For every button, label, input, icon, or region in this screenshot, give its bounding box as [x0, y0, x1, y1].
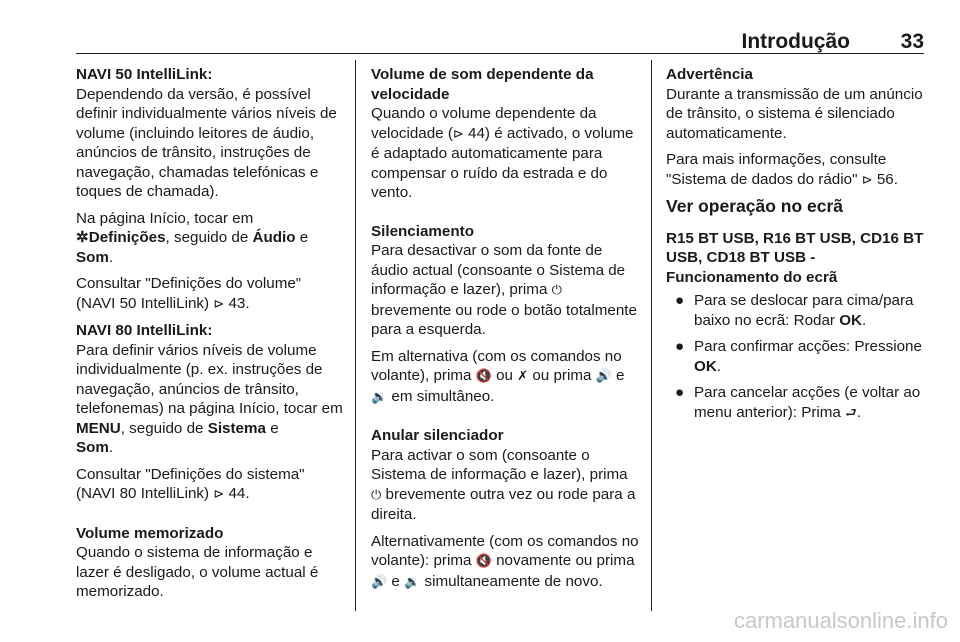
text: Para definir vários níveis de volume individualmente (p. ex. instruções de navegação, anúncios de trânsito, telefonemas) na página Início, tocar em	[76, 341, 343, 417]
operation-list	[666, 291, 932, 423]
text: Para confirmar acções: Pressione	[694, 338, 922, 355]
text: e	[265, 419, 279, 437]
text: Consultar "Definições do sistema" (NAVI 80 IntelliLink)	[76, 465, 305, 502]
memo-text: Quando o sistema de informação e lazer é desligado, o volume actual é memorizado.	[76, 544, 319, 600]
list-item	[666, 383, 932, 423]
text: Para activar o som (consoante o Sistema de informação e lazer), prima	[371, 446, 628, 483]
text: Na página Início, tocar em	[76, 209, 254, 227]
page-title: Introdução	[741, 30, 850, 53]
speed-volume-text	[371, 104, 641, 203]
text: novamente ou prima	[491, 552, 635, 569]
text: .	[108, 439, 114, 456]
mute-text	[371, 241, 641, 340]
text: brevemente ou rode o botão totalmente para a esquerda.	[371, 301, 637, 338]
section-title: Ver operação no ecrã	[666, 196, 844, 216]
unmute-text	[371, 446, 641, 525]
unmute-alt-text	[371, 532, 641, 593]
mute-heading: Silenciamento	[371, 222, 474, 240]
navi50-heading: NAVI 50 IntelliLink:	[76, 66, 213, 83]
page-header	[76, 30, 924, 52]
spacer	[76, 512, 344, 524]
page-number: 33	[900, 30, 924, 53]
text: e	[387, 572, 405, 590]
sistema-label: Sistema	[207, 419, 266, 437]
settings-label: Definições	[88, 229, 166, 246]
bullet-icon: ●	[675, 384, 685, 401]
spacer	[371, 210, 641, 222]
volume-up-icon: 🔊	[595, 369, 612, 384]
mute-alt-icon: ✗	[517, 369, 529, 384]
power-icon: ⏻	[551, 283, 562, 298]
text: Para mais informações, consulte "Sistema de dados do rádio"	[666, 151, 887, 188]
list-item	[666, 337, 932, 376]
text: simultaneamente de novo.	[420, 572, 603, 590]
column-divider-2	[651, 60, 652, 611]
column-1	[76, 65, 344, 609]
header-rule	[76, 53, 924, 54]
warning-more-text	[666, 150, 932, 190]
text: em simultâneo.	[387, 387, 495, 405]
text: ou	[491, 367, 518, 384]
menu-label: MENU	[76, 419, 121, 437]
memo-heading: Volume memorizado	[76, 524, 224, 542]
text: Para se deslocar para cima/para baixo no ecrã: Rodar	[694, 292, 914, 329]
column-divider-1	[355, 60, 356, 611]
text: 44) é activado, o volume é adaptado automaticamente para compensar o ruído da estrada e do vento.	[371, 124, 634, 201]
power-icon: ⏻	[371, 487, 382, 503]
audio-label: Áudio	[252, 229, 296, 246]
text: e	[295, 229, 309, 246]
text: , seguido de	[120, 419, 208, 437]
settings-icon: ✲	[76, 229, 89, 246]
text: Para desactivar o som da fonte de áudio actual (consoante o Sistema de informação e lazer), prima	[371, 242, 626, 298]
bullet-icon: ●	[675, 338, 685, 355]
reference-arrow-icon: ⊳	[213, 487, 225, 502]
mute-icon: 🔇	[475, 369, 492, 384]
navi50-text: Dependendo da versão, é possível definir individualmente vários níveis de volume (incluindo leitores de áudio, anúncios de trânsito, instruções de navegação, chamadas telefónicas e toques de chamada).	[76, 85, 337, 200]
text: .	[108, 248, 114, 266]
text: , seguido de	[165, 229, 253, 246]
ok-label: OK	[694, 357, 717, 375]
speed-volume-heading: Volume de som dependente da velocidade	[371, 66, 594, 103]
text: .	[716, 357, 722, 375]
unmute-heading: Anular silenciador	[371, 427, 504, 444]
list-item	[666, 291, 932, 330]
navi80-reference	[76, 465, 344, 505]
mute-alt-text	[371, 347, 641, 408]
text: Quando o volume dependente da velocidade (	[371, 105, 597, 142]
warning-text: Durante a transmissão de um anúncio de trânsito, o sistema é silenciado automaticamente.	[666, 85, 923, 142]
mute-icon: 🔇	[475, 554, 492, 569]
text: ou prima	[528, 367, 596, 384]
text: Em alternativa (com os comandos no volante), prima	[371, 347, 622, 384]
column-2	[371, 65, 641, 599]
navi80-text	[76, 341, 344, 458]
text: Alternativamente (com os comandos no volante): prima	[371, 532, 639, 569]
back-icon: ⮐	[845, 405, 857, 421]
volume-down-icon: 🔉	[404, 574, 421, 590]
navi80-heading: NAVI 80 IntelliLink:	[76, 322, 213, 339]
text: Consultar "Definições do volume" (NAVI 50 IntelliLink)	[76, 275, 302, 312]
watermark: carmanualsonline.info	[733, 608, 948, 633]
text: .	[856, 403, 862, 421]
reference-arrow-icon: ⊳	[861, 172, 873, 188]
text: brevemente outra vez ou rode para a direita.	[371, 485, 636, 523]
volume-down-icon: 🔉	[371, 389, 388, 405]
page-reference: 56.	[872, 170, 898, 188]
text: e	[611, 367, 625, 384]
volume-up-icon: 🔊	[371, 574, 388, 590]
navi50-reference	[76, 274, 344, 314]
column-3	[666, 65, 932, 430]
page-reference: 43.	[224, 294, 250, 312]
warning-heading: Advertência	[666, 66, 753, 83]
reference-arrow-icon: ⊳	[452, 126, 464, 142]
text: Para cancelar acções (e voltar ao menu anterior): Prima	[694, 384, 921, 421]
ok-label: OK	[839, 311, 862, 329]
page-reference: 44.	[224, 485, 250, 502]
models-heading: R15 BT USB, R16 BT USB, CD16 BT USB, CD18 BT USB - Funcionamento do ecrã	[666, 229, 924, 286]
text: .	[862, 311, 867, 329]
spacer	[371, 414, 641, 426]
bullet-icon: ●	[675, 292, 685, 309]
som-label: Som	[76, 248, 109, 266]
navi50-instructions	[76, 209, 344, 268]
som-label: Som	[76, 439, 109, 456]
reference-arrow-icon: ⊳	[213, 296, 225, 312]
